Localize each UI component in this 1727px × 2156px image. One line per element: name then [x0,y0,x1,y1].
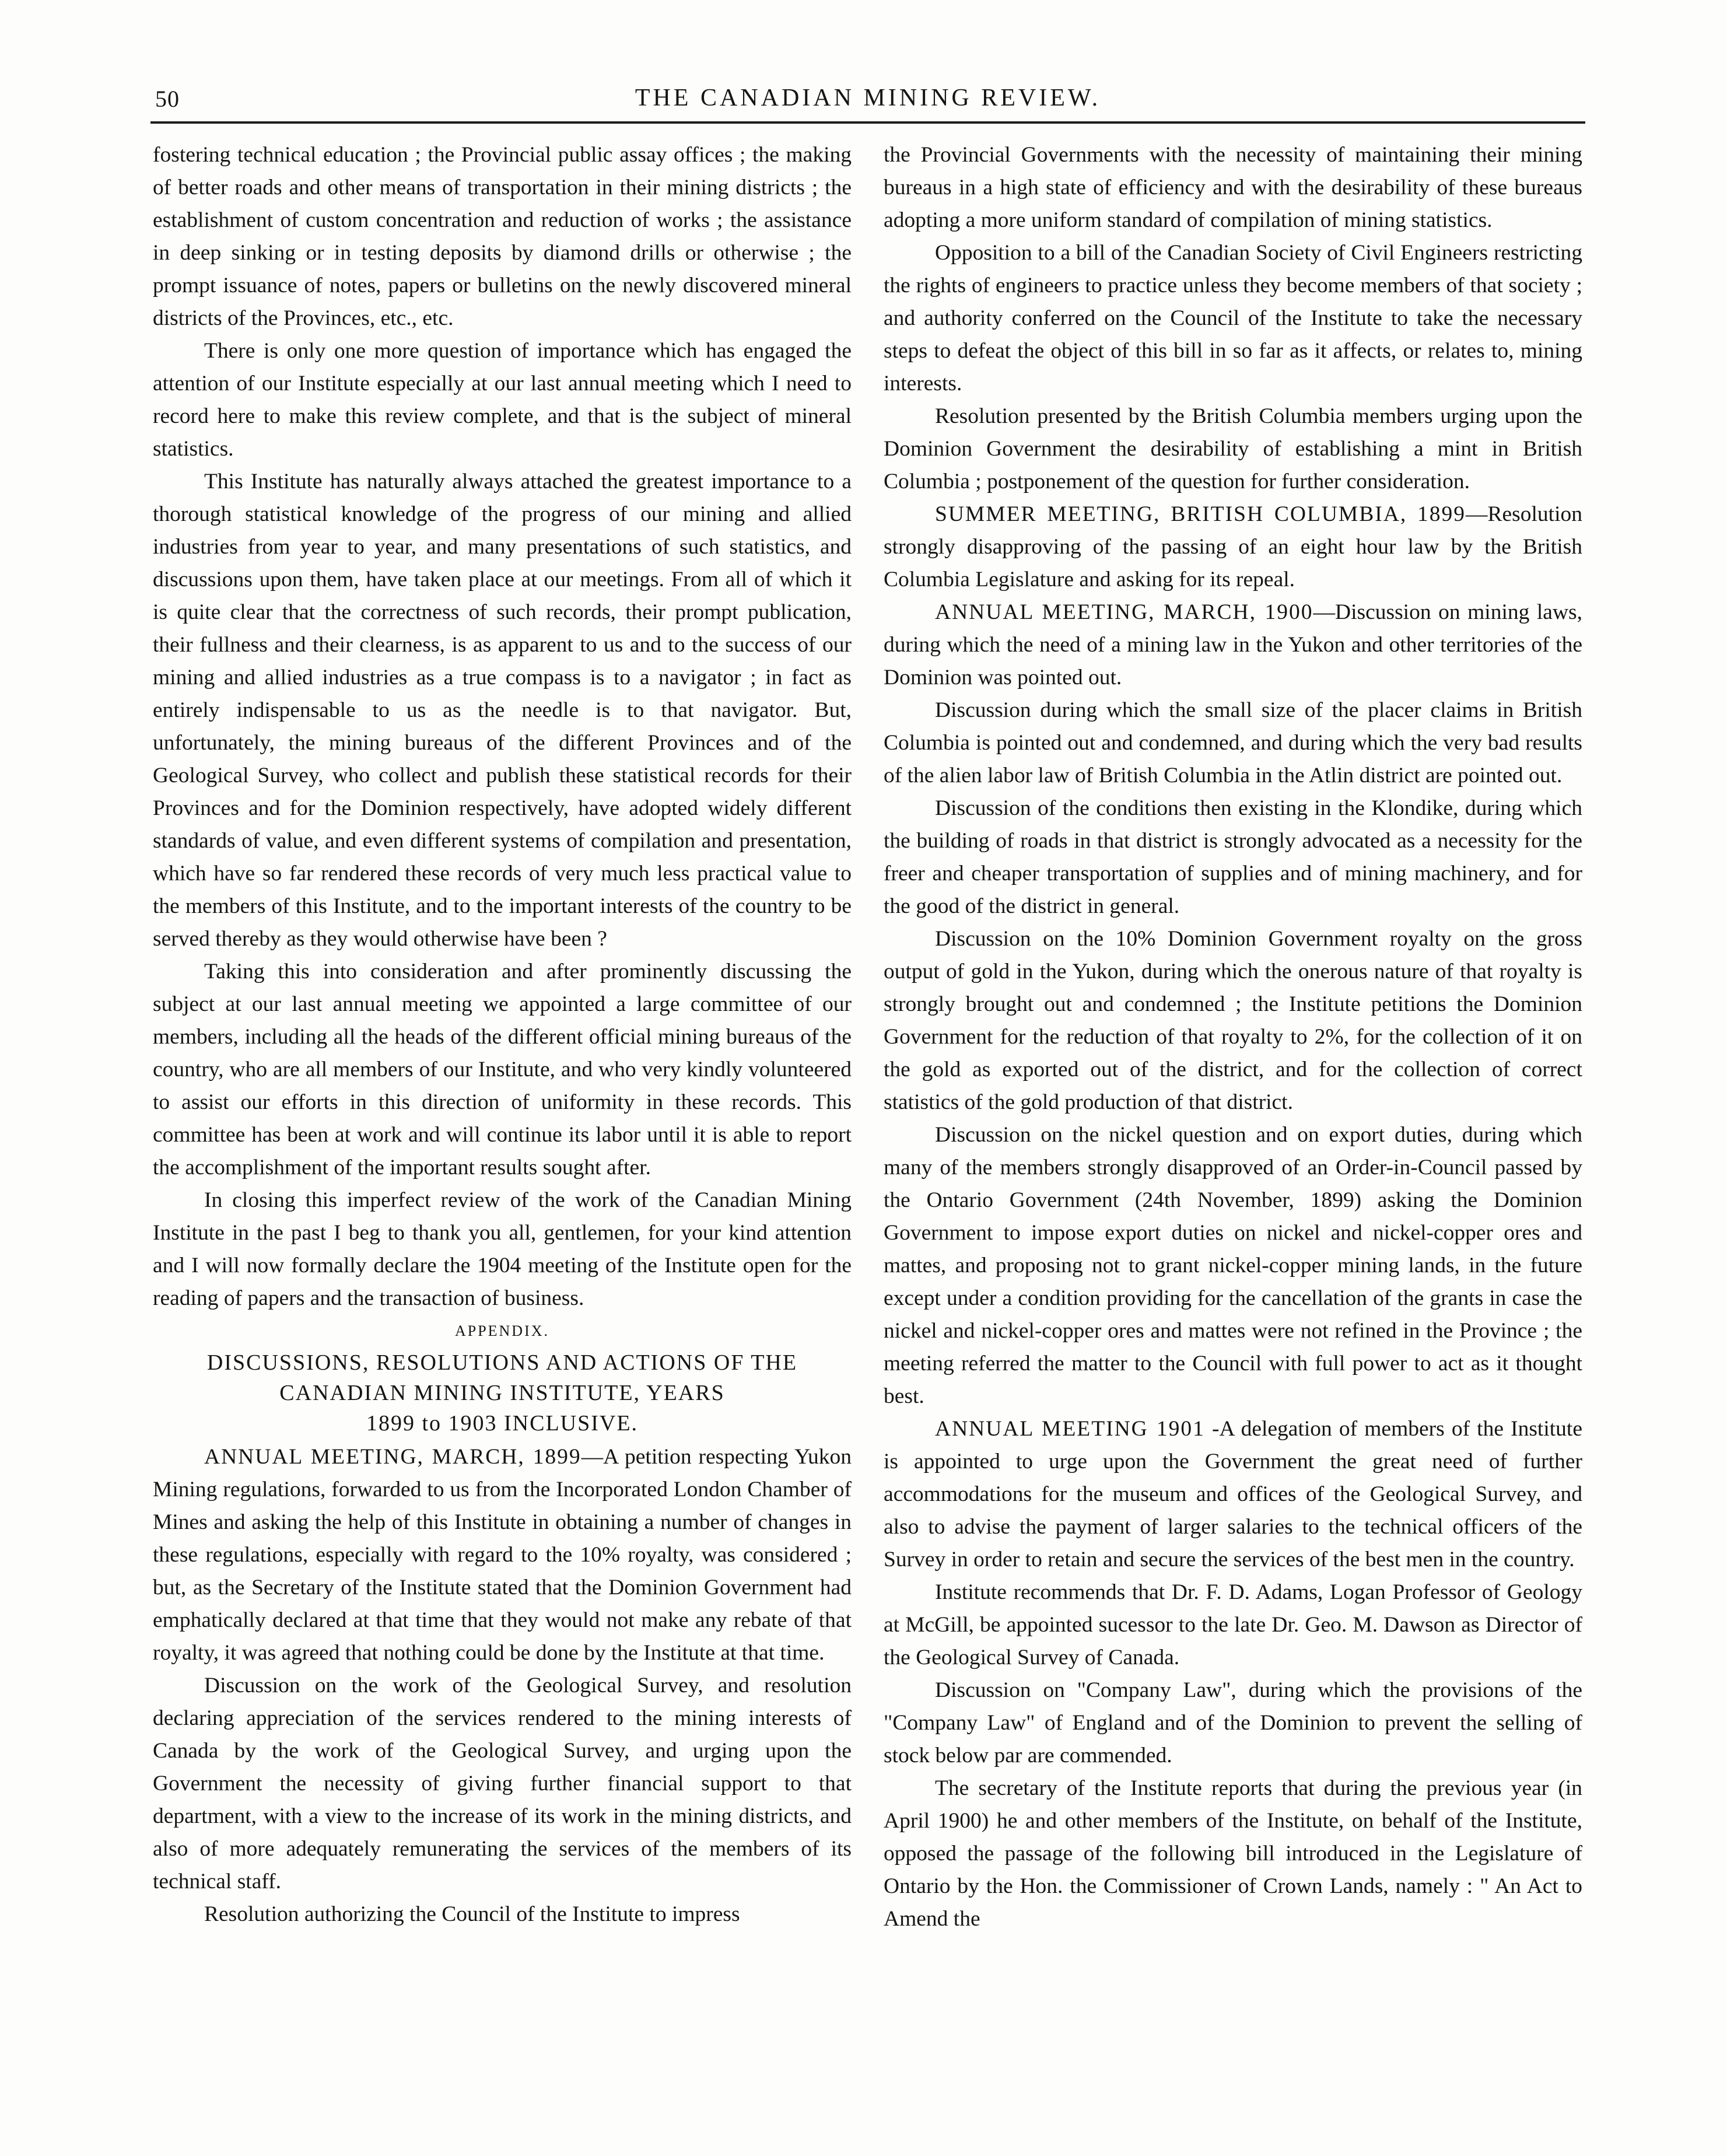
appendix-title-line: DISCUSSIONS, RESOLUTIONS AND ACTIONS OF THE [206,1350,798,1375]
right-column [884,139,1582,1936]
paragraph: Discussion on the work of the Geological Survey, and resolution declaring appreciation of the services rendered to the mining interests of Canada by the work of the Geological Survey, and urging upon the Government the necessity of giving further financial support to that department, with a view to the increase of its work in the mining districts, and also of more adequately remunerating the services of the members of its technical staff. [153,1674,852,1894]
paragraph-body: —Discussion on mining laws, during which the need of a mining law in the Yukon and other territories of the Dominion was pointed out. [884,600,1583,690]
appendix-title-line: 1899 to 1903 INCLUSIVE. [366,1411,639,1436]
paragraph: Resolution presented by the British Columbia members urging upon the Dominion Government the desirability of establishing a mint in British Columbia ; postponement of the question for further consideration. [884,404,1582,494]
paragraph: The secretary of the Institute reports that during the previous year (in April 1900) he and other members of the Institute, on behalf of the Institute, opposed the passage of the following bill introduced in the Legislature of Ontario by the Hon. the Commissioner of Crown Lands, namely : " An Act to Amend the [884,1776,1582,1931]
left-column [153,139,852,1931]
paragraph: Discussion during which the small size of the placer claims in British Columbia is pointed out and condemned, and during which the very bad results of the alien labor law of British Columbia in the Atlin district are pointed out. [884,698,1582,788]
paragraph [884,498,1582,596]
paragraph: There is only one more question of importance which has engaged the attention of our Institute especially at our last annual meeting which I need to record here to make this review complete, and that is the subject of mineral statistics. [153,339,852,461]
paragraph: fostering technical education ; the Provincial public assay offices ; the making of better roads and other means of transportation in their mining districts ; the establishment of custom concentration and reduction of works ; the assistance in deep sinking or in testing deposits by diamond drills or otherwise ; the prompt issuance of notes, papers or bulletins on the newly discovered mineral districts of the Provinces, etc., etc. [153,143,852,330]
paragraph-body: —A petition respecting Yukon Mining regulations, forwarded to us from the Incorporated London Chamber of Mines and asking the help of this Institute in obtaining a number of changes in these regulations, especially with regard to the 10% royalty, was considered ; but, as the Secretary of the Institute stated that the Dominion Government had emphatically declared at that time that they would not make any rebate of that royalty, it was agreed that nothing could be done by the Institute at that time. [153,1445,852,1665]
paragraph: Discussion on the nickel question and on export duties, during which many of the members strongly disapproved of an Order-in-Council passed by the Ontario Government (24th November, 1899) asking the Dominion Government to impose export duties on nickel and nickel-copper ores and mattes, and proposing not to grant nickel-copper mining lands, in the future except under a condition providing for the cancellation of the grants in case the nickel and nickel-copper ores and mattes were not refined in the Province ; the meeting referred the matter to the Council with full power to act as it thought best. [884,1123,1582,1408]
meeting-heading: ANNUAL MEETING 1901 [935,1417,1205,1441]
page-number: 50 [155,86,180,112]
meeting-heading: ANNUAL MEETING, MARCH, 1900 [935,600,1313,624]
meeting-heading: ANNUAL MEETING, MARCH, 1899 [204,1445,581,1469]
appendix-title [153,1348,852,1438]
paragraph: Institute recommends that Dr. F. D. Adams, Logan Professor of Geology at McGill, be appointed sucessor to the late Dr. Geo. M. Dawson as Director of the Geological Survey of Canada. [884,1580,1582,1670]
appendix-title-line: CANADIAN MINING INSTITUTE, YEARS [279,1381,725,1405]
paragraph: Discussion of the conditions then existing in the Klondike, during which the building of roads in that district is strongly advocated as a necessity for the freer and cheaper transportation of supplies and of mining machinery, and for the good of the district in general. [884,796,1582,918]
paragraph: Resolution authorizing the Council of the Institute to impress [204,1902,740,1926]
paragraph: In closing this imperfect review of the work of the Canadian Mining Institute in the past I beg to thank you all, gentlemen, for your kind attention and I will now formally declare the 1904 meeting of the Institute open for the reading of papers and the transaction of business. [153,1188,852,1310]
appendix-label: APPENDIX. [454,1322,550,1339]
paragraph-body: -A delegation of members of the Institute is appointed to urge upon the Government the great need of further accommodations for the museum and offices of the Geological Survey, and also to advise the payment of larger salaries to the technical officers of the Survey in order to retain and secure the services of the best men in the country. [884,1417,1583,1572]
paragraph: Taking this into consideration and after prominently discussing the subject at our last annual meeting we appointed a large committee of our members, including all the heads of the different official mining bureaus of the country, who are all members of our Institute, and who very kindly volunteered to assist our efforts in this direction of uniformity in these records. This committee has been at work and will continue its labor until it is able to report the accomplishment of the important results sought after. [153,960,852,1180]
paragraph: Discussion on the 10% Dominion Government royalty on the gross output of gold in the Yukon, during which the onerous nature of that royalty is strongly brought out and condemned ; the Institute petitions the Dominion Government for the reduction of that royalty to 2%, for the collection of it on the gold as exported out of the district, and for the collection of correct statistics of the gold production of that district. [884,927,1582,1114]
header-rule [150,121,1585,124]
meeting-heading: SUMMER MEETING, BRITISH COLUMBIA, 1899 [935,502,1466,526]
paragraph: Opposition to a bill of the Canadian Society of Civil Engineers restricting the rights of engineers to practice unless they become members of that society ; and authority conferred on the Council of the Institute to take the necessary steps to defeat the object of this bill in so far as it affects, or relates to, mining interests. [884,241,1582,396]
page-header [150,76,1585,123]
paragraph: the Provincial Governments with the necessity of maintaining their mining bureaus in a high state of efficiency and with the desirability of these bureaus adopting a more uniform standard of compilation of mining statistics. [884,143,1582,232]
paragraph: Discussion on "Company Law", during which the provisions of the "Company Law" of England and of the Dominion to prevent the selling of stock below par are commended. [884,1678,1582,1768]
paragraph [153,1441,852,1670]
paragraph-body: —Resolution strongly disapproving of the passing of an eight hour law by the British Columbia Legislature and asking for its repeal. [884,502,1582,592]
paragraph [884,596,1582,694]
paragraph [884,1413,1582,1576]
paragraph: This Institute has naturally always attached the greatest importance to a thorough statistical knowledge of the progress of our mining and allied industries from year to year, and many presentations of such statistics, and discussions upon them, have taken place at our meetings. From all of which it is quite clear that the correctness of such records, their prompt publication, their fullness and their clearness, is as apparent to us and to the success of our mining and allied industries as a true compass is to a navigator ; in fact as entirely indispensable to us as the needle is to that navigator. But, unfortunately, the mining bureaus of the different Provinces and of the Geological Survey, who collect and publish these statistical records for their Provinces and for the Dominion respectively, have adopted widely different standards of value, and even different systems of compilation and presentation, which have so far rendered these records of very much less practical value to the members of this Institute, and to the important interests of the country to be served thereby as they would otherwise have been ? [153,470,852,951]
running-title: THE CANADIAN MINING REVIEW. [635,85,1101,111]
